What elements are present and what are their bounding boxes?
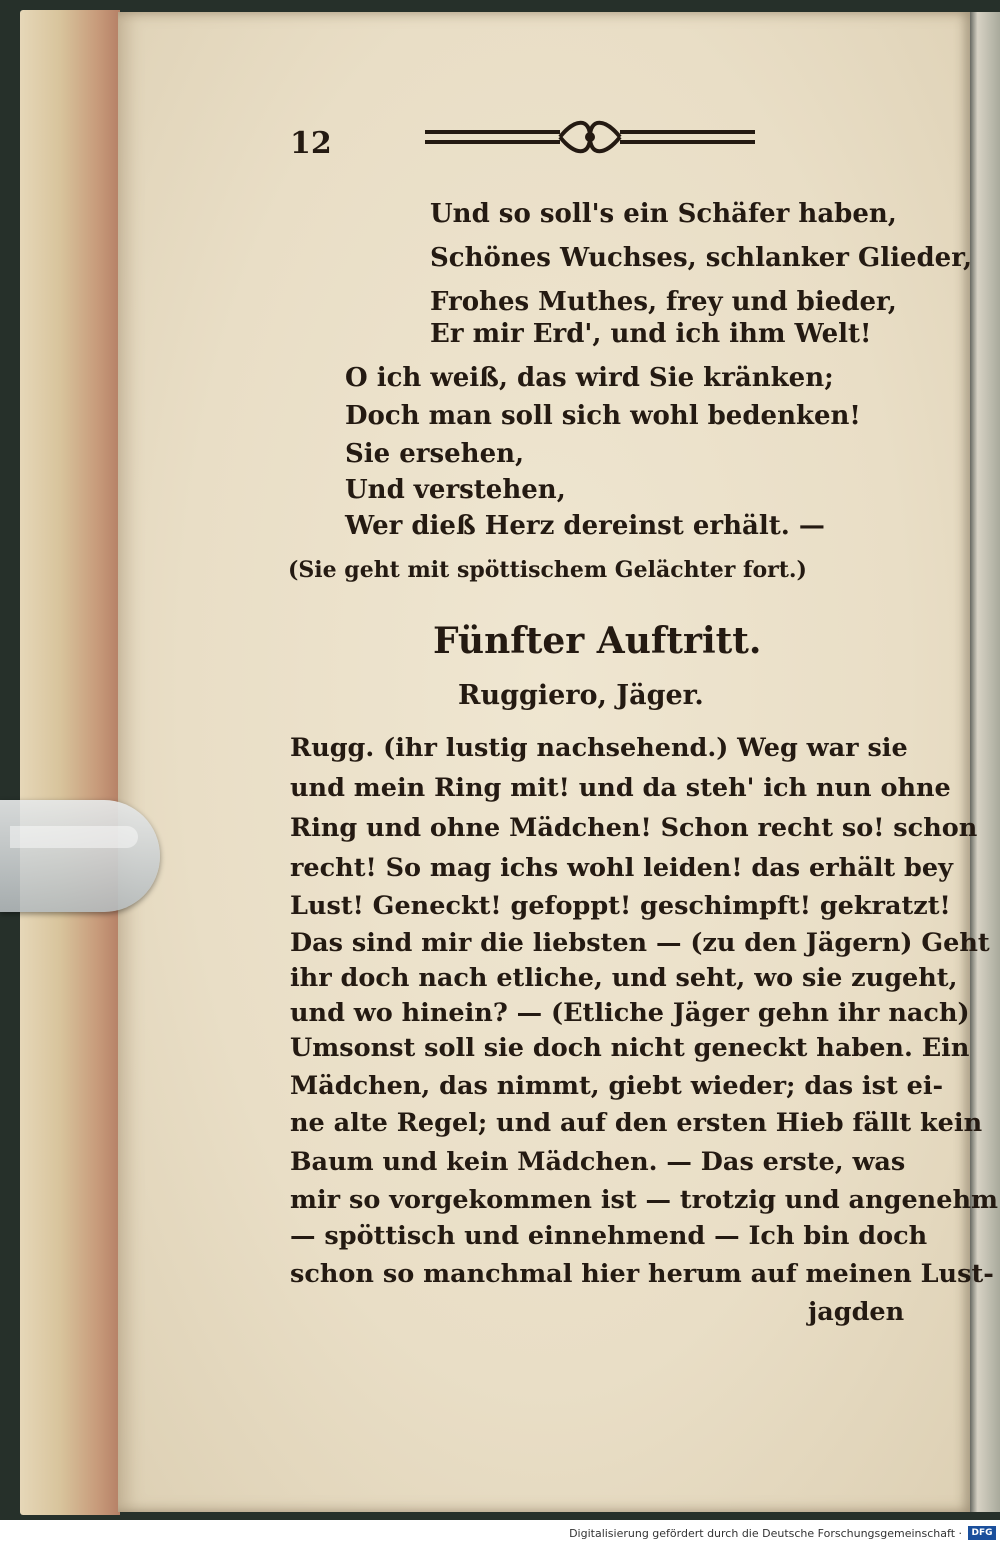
prose-line: Ring und ohne Mädchen! Schon recht so! schon xyxy=(290,813,978,843)
footer-bar xyxy=(0,1520,1000,1548)
footer-credit: Digitalisierung gefördert durch die Deutsche Forschungsgemeinschaft · xyxy=(569,1527,962,1540)
prose-line: Baum und kein Mädchen. — Das erste, was xyxy=(290,1147,906,1177)
verse-line: Frohes Muthes, frey und bieder, xyxy=(430,287,897,317)
verse-line: Und verstehen, xyxy=(345,475,566,505)
prose-line: Rugg. (ihr lustig nachsehend.) Weg war sie xyxy=(290,733,908,763)
verse-line: Sie ersehen, xyxy=(345,439,525,469)
stage-direction: (Sie geht mit spöttischem Gelächter fort.) xyxy=(288,557,807,583)
verse-line: Doch man soll sich wohl bedenken! xyxy=(345,401,861,431)
prose-line: ihr doch nach etliche, und seht, wo sie zugeht, xyxy=(290,963,958,993)
prose-line: recht! So mag ichs wohl leiden! das erhält bey xyxy=(290,853,953,883)
prose-line: und mein Ring mit! und da steh' ich nun ohne xyxy=(290,773,951,803)
prose-line: ne alte Regel; und auf den ersten Hieb fällt kein xyxy=(290,1108,983,1138)
prose-line: Lust! Geneckt! gefoppt! geschimpft! gekratzt! xyxy=(290,891,951,921)
prose-line: mir so vorgekommen ist — trotzig und angenehm xyxy=(290,1185,998,1215)
scene-title: Fünfter Auftritt. xyxy=(433,620,762,662)
prose-line: schon so manchmal hier herum auf meinen Lust- xyxy=(290,1259,994,1289)
book-page-edges xyxy=(20,10,120,1515)
verse-line: Schönes Wuchses, schlanker Glieder, xyxy=(430,243,973,273)
prose-line: Das sind mir die liebsten — (zu den Jägern) Geht xyxy=(290,928,990,958)
scene-characters: Ruggiero, Jäger. xyxy=(458,680,704,711)
verse-line: Wer dieß Herz dereinst erhält. — xyxy=(345,511,825,541)
header-ornament xyxy=(425,118,755,158)
prose-line: und wo hinein? — (Etliche Jäger gehn ihr nach) xyxy=(290,998,970,1028)
dfg-logo: DFG xyxy=(968,1526,996,1540)
prose-line: Umsonst soll sie doch nicht geneckt haben. Ein xyxy=(290,1033,970,1063)
verse-line: Er mir Erd', und ich ihm Welt! xyxy=(430,319,872,349)
verse-line: O ich weiß, das wird Sie kränken; xyxy=(345,363,834,393)
prose-line: — spöttisch und einnehmend — Ich bin doch xyxy=(290,1221,928,1251)
prose-line: Mädchen, das nimmt, giebt wieder; das ist ei- xyxy=(290,1071,944,1101)
page-number: 12 xyxy=(290,126,332,161)
catchword: jagden xyxy=(808,1297,905,1327)
verse-line: Und so soll's ein Schäfer haben, xyxy=(430,199,897,229)
page-clip xyxy=(0,800,160,912)
